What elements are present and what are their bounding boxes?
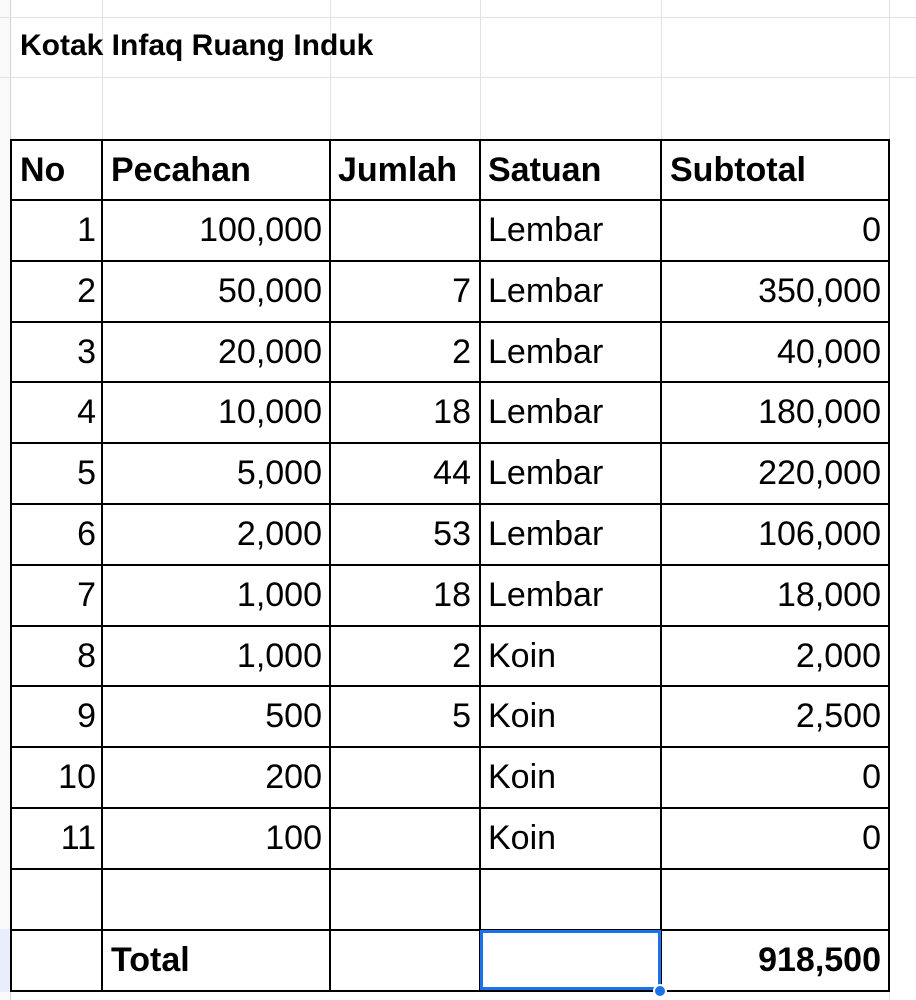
cell-subtotal[interactable]: 0 [862, 758, 881, 796]
cell-pecahan[interactable]: 200 [265, 758, 322, 796]
cell-satuan[interactable]: Lembar [488, 576, 604, 614]
cell-jumlah[interactable]: 2 [452, 637, 471, 675]
cell-no[interactable]: 8 [77, 637, 96, 675]
cell-satuan[interactable]: Lembar [488, 393, 604, 431]
cell-satuan[interactable]: Koin [488, 697, 557, 735]
cell-no[interactable]: 10 [58, 758, 96, 796]
gridline [480, 0, 481, 139]
cell-subtotal[interactable]: 2,000 [795, 637, 881, 675]
cell-no[interactable]: 4 [77, 393, 96, 431]
total-value[interactable]: 918,500 [758, 941, 881, 979]
cell-jumlah[interactable]: 44 [433, 454, 471, 492]
cell-no[interactable]: 6 [77, 515, 96, 553]
cell-satuan[interactable]: Koin [488, 637, 557, 675]
cell-satuan[interactable]: Lembar [488, 333, 604, 371]
cell-subtotal[interactable]: 0 [862, 819, 881, 857]
cell-jumlah[interactable]: 5 [452, 697, 471, 735]
cell-pecahan[interactable]: 5,000 [236, 454, 322, 492]
cell-pecahan[interactable]: 20,000 [218, 333, 322, 371]
cell-satuan[interactable]: Koin [488, 819, 557, 857]
header-jumlah[interactable]: Jumlah [338, 151, 458, 189]
cell-jumlah[interactable] [331, 200, 471, 260]
cell-jumlah[interactable]: 18 [433, 576, 471, 614]
cell-subtotal[interactable]: 0 [862, 211, 881, 249]
cell-no[interactable]: 11 [60, 819, 96, 857]
cell-subtotal[interactable]: 2,500 [795, 697, 881, 735]
cell-jumlah[interactable]: 53 [433, 515, 471, 553]
sheet-title[interactable]: Kotak Infaq Ruang Induk [20, 29, 374, 62]
cell-pecahan[interactable]: 1,000 [236, 637, 322, 675]
cell-pecahan[interactable]: 50,000 [218, 272, 322, 310]
cell-no[interactable]: 9 [77, 697, 96, 735]
header-no[interactable]: No [20, 151, 66, 189]
cell-jumlah[interactable]: 7 [452, 272, 471, 310]
active-cell-selection[interactable] [480, 930, 661, 990]
cell-pecahan[interactable]: 100,000 [199, 211, 322, 249]
total-label[interactable]: Total [111, 941, 190, 979]
fill-handle[interactable] [653, 984, 667, 998]
cell-satuan[interactable]: Lembar [488, 211, 604, 249]
cell-subtotal[interactable]: 18,000 [777, 576, 881, 614]
cell-no[interactable]: 2 [77, 272, 96, 310]
cell-jumlah[interactable]: 2 [452, 333, 471, 371]
cell-satuan[interactable]: Lembar [488, 272, 604, 310]
cell-subtotal[interactable]: 350,000 [758, 272, 881, 310]
cell-jumlah[interactable] [331, 747, 471, 807]
cell-jumlah[interactable]: 18 [433, 393, 471, 431]
cell-satuan[interactable]: Koin [488, 758, 557, 796]
cell-pecahan[interactable]: 1,000 [236, 576, 322, 614]
cell-no[interactable]: 7 [77, 576, 96, 614]
cell-no[interactable]: 5 [77, 454, 96, 492]
cell-satuan[interactable]: Lembar [488, 515, 604, 553]
cell-jumlah[interactable] [331, 808, 471, 868]
cell-pecahan[interactable]: 10,000 [218, 393, 322, 431]
cell-satuan[interactable]: Lembar [488, 454, 604, 492]
table-border [10, 990, 890, 992]
cell-subtotal[interactable]: 180,000 [758, 393, 881, 431]
cell-no[interactable]: 1 [77, 211, 96, 249]
header-pecahan[interactable]: Pecahan [111, 151, 251, 189]
cell-pecahan[interactable]: 500 [265, 697, 322, 735]
cell-subtotal[interactable]: 40,000 [777, 333, 881, 371]
table-border [888, 139, 890, 992]
cell-no[interactable]: 3 [77, 333, 96, 371]
cell-pecahan[interactable]: 100 [265, 819, 322, 857]
gridline [661, 0, 662, 139]
table-border [479, 139, 481, 992]
cell-subtotal[interactable]: 106,000 [758, 515, 881, 553]
header-satuan[interactable]: Satuan [488, 151, 602, 189]
cell-subtotal[interactable]: 220,000 [758, 454, 881, 492]
table-border [10, 868, 890, 870]
gridline [0, 77, 916, 78]
cell-pecahan[interactable]: 2,000 [236, 515, 322, 553]
header-subtotal[interactable]: Subtotal [670, 151, 806, 189]
